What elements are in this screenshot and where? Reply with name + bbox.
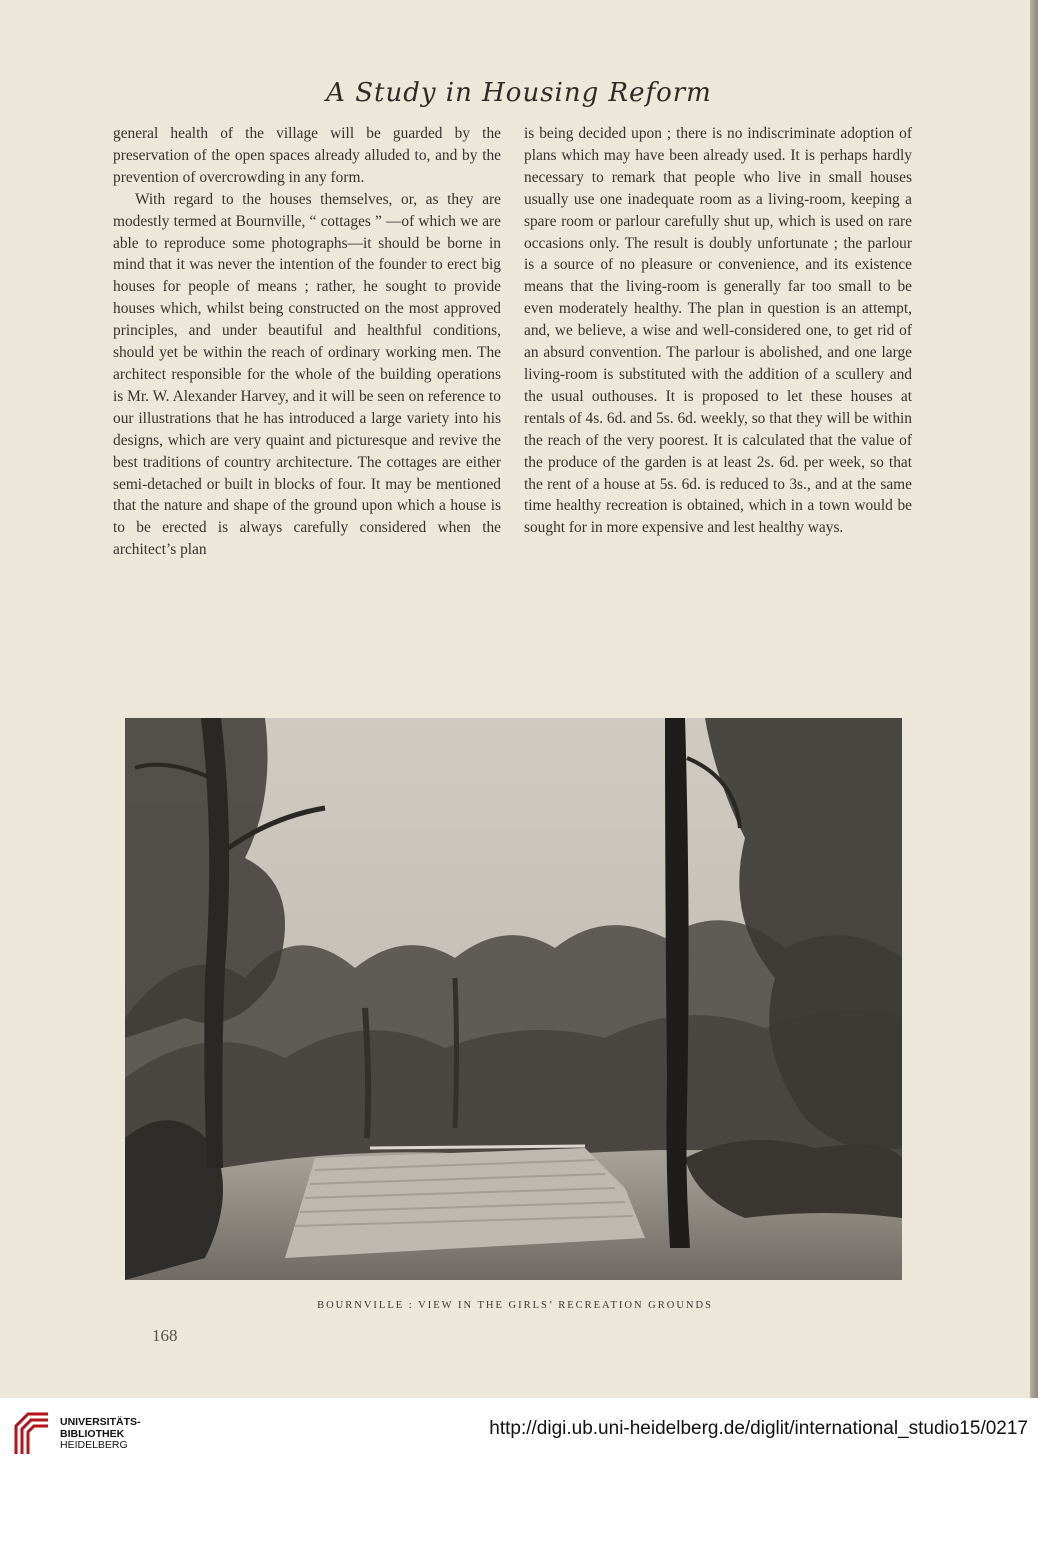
text-column-left [113,123,501,561]
photograph-illustration [125,718,902,1280]
library-name [60,1417,141,1452]
library-name-line: UNIVERSITÄTS- [60,1416,141,1428]
page-edge [1030,0,1038,1398]
paragraph: With regard to the houses themselves, or, as they are modestly termed at Bournville, “ cottages ” —of which we are able to reproduce some photographs—it should be borne in mind that it was never the intention of the founder to erect big houses for people of means ; rather, he sought to provide houses which, whilst being constructed on the most approved principles, and under beautiful and healthful conditions, should yet be within the reach of ordinary working men. The architect responsible for the whole of the building operations is Mr. W. Alexander Harvey, and it will be seen on reference to our illustrations that he has introduced a large variety into his designs, which are very quaint and picturesque and revive the best traditions of country architecture. The cottages are either semi-detached or built in blocks of four. It may be mentioned that the nature and shape of the ground upon which a house is to be erected is always carefully considered when the architect’s plan [113,190,501,559]
paragraph: general health of the village will be guarded by the preservation of the open spaces already alluded to, and by the prevention of overcrowding in any form. [113,125,501,186]
running-title: A Study in Housing Reform [326,78,712,108]
source-url-link[interactable]: http://digi.ub.uni-heidelberg.de/diglit/international_studio15/0217 [489,1418,1028,1439]
library-name-line: BIBLIOTHEK [60,1427,125,1440]
library-logo-icon [12,1410,52,1456]
figure-caption: BOURNVILLE : VIEW IN THE GIRLS’ RECREATION GROUNDS [317,1300,713,1311]
paragraph: is being decided upon ; there is no indiscriminate adoption of plans which may have been already used. It is perhaps hardly necessary to remark that people who live in small houses usually use one inadequate room as a living-room, keeping a spare room or parlour carefully shut up, which is used on rare occasions only. The result is doubly unfortunate ; the parlour is a source of no pleasure or convenience, and its existence means that the living-room is generally far too small to be even moderately healthy. The plan in question is an attempt, and, we believe, a wise and well-considered one, to get rid of an absurd convention. The parlour is abolished, and one large living-room is substituted with the addition of a scullery and the usual outhouses. It is proposed to let these houses at rentals of 4s. 6d. and 5s. 6d. weekly, so that they will be within the reach of the very poorest. It is calculated that the value of the produce of the garden is at least 2s. 6d. per week, so that the rent of a house at 5s. 6d. is reduced to 3s., and at the same time healthy recreation is obtained, which in a town would be sought for in more expensive and lest healthy ways. [524,125,912,537]
text-column-right [524,123,912,539]
photograph-recreation-grounds [125,718,902,1280]
page-number: 168 [152,1326,178,1345]
library-name-line: HEIDELBERG [60,1439,128,1451]
digitization-footer [0,1398,1038,1559]
